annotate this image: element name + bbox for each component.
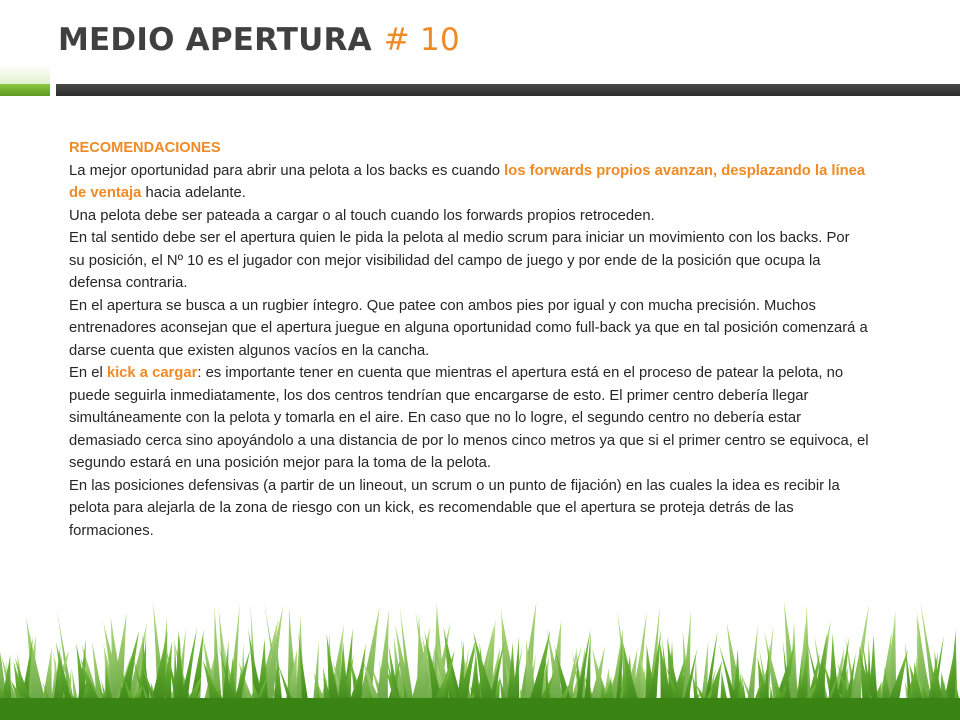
paragraph-1-start: La mejor oportunidad para abrir una pelota a los backs es cuando bbox=[69, 162, 505, 179]
title-text: MEDIO APERTURA bbox=[58, 22, 372, 58]
paragraph-5 bbox=[69, 362, 869, 475]
paragraph-1 bbox=[69, 160, 869, 205]
paragraph-3: En tal sentido debe ser el apertura quien le pida la pelota al medio scrum para iniciar un movimiento con los backs. Por su posición, el Nº 10 es el jugador con mejor visibilidad del campo de juego y por ende de la posición que ocupa la defensa contraria. bbox=[69, 230, 850, 291]
slide-title bbox=[58, 22, 460, 58]
highlight-kick: kick a cargar bbox=[106, 365, 198, 381]
slide-number: # 10 bbox=[383, 22, 460, 58]
paragraph-5-start: En el bbox=[69, 365, 107, 381]
accent-bar-green bbox=[0, 84, 50, 96]
paragraph-2: Una pelota debe ser pateada a cargar o al touch cuando los forwards propios retroceden. bbox=[69, 207, 655, 224]
paragraph-6: En las posiciones defensivas (a partir de un lineout, un scrum o un punto de fijación) en las cuales la idea es recibir la pelota para alejarla de la zona de riesgo con un kick, es recomendable que el apertura se proteja detrás de las formaciones. bbox=[69, 477, 840, 539]
accent-bar-glow bbox=[0, 64, 50, 84]
paragraph-1-end: hacia adelante. bbox=[141, 185, 246, 201]
paragraph-5-end: : es importante tener en cuenta que mientras el apertura está en el proceso de patear la pelota, no puede seguirla inmediatamente, los dos centros tendrían que encargarse de esto. El primer centro debería llegar simultáneamente con la pelota y tomarla en el aire. En caso que no lo logre, el segundo centro no debería estar demasiado cerca sino apoyándolo a una distancia de por lo menos cinco metros ya que si el primer centro se equivoca, el segundo estará en una posición mejor para la toma de la pelota. bbox=[69, 365, 869, 471]
paragraph-4: En el apertura se busca a un rugbier íntegro. Que patee con ambos pies por igual y con mucha precisión. Muchos entrenadores aconsejan que el apertura juegue en alguna oportunidad como full-back ya que en tal posición comenzará a darse cuenta que existen algunos vacíos en la cancha. bbox=[69, 297, 868, 359]
section-heading: RECOMENDACIONES bbox=[69, 140, 221, 156]
content-body bbox=[69, 137, 869, 542]
accent-bar-dark bbox=[56, 84, 960, 96]
grass-border-icon bbox=[0, 580, 960, 720]
highlight-forwards: los forwards propios avanzan, desplazando la línea de ventaja bbox=[69, 162, 866, 201]
